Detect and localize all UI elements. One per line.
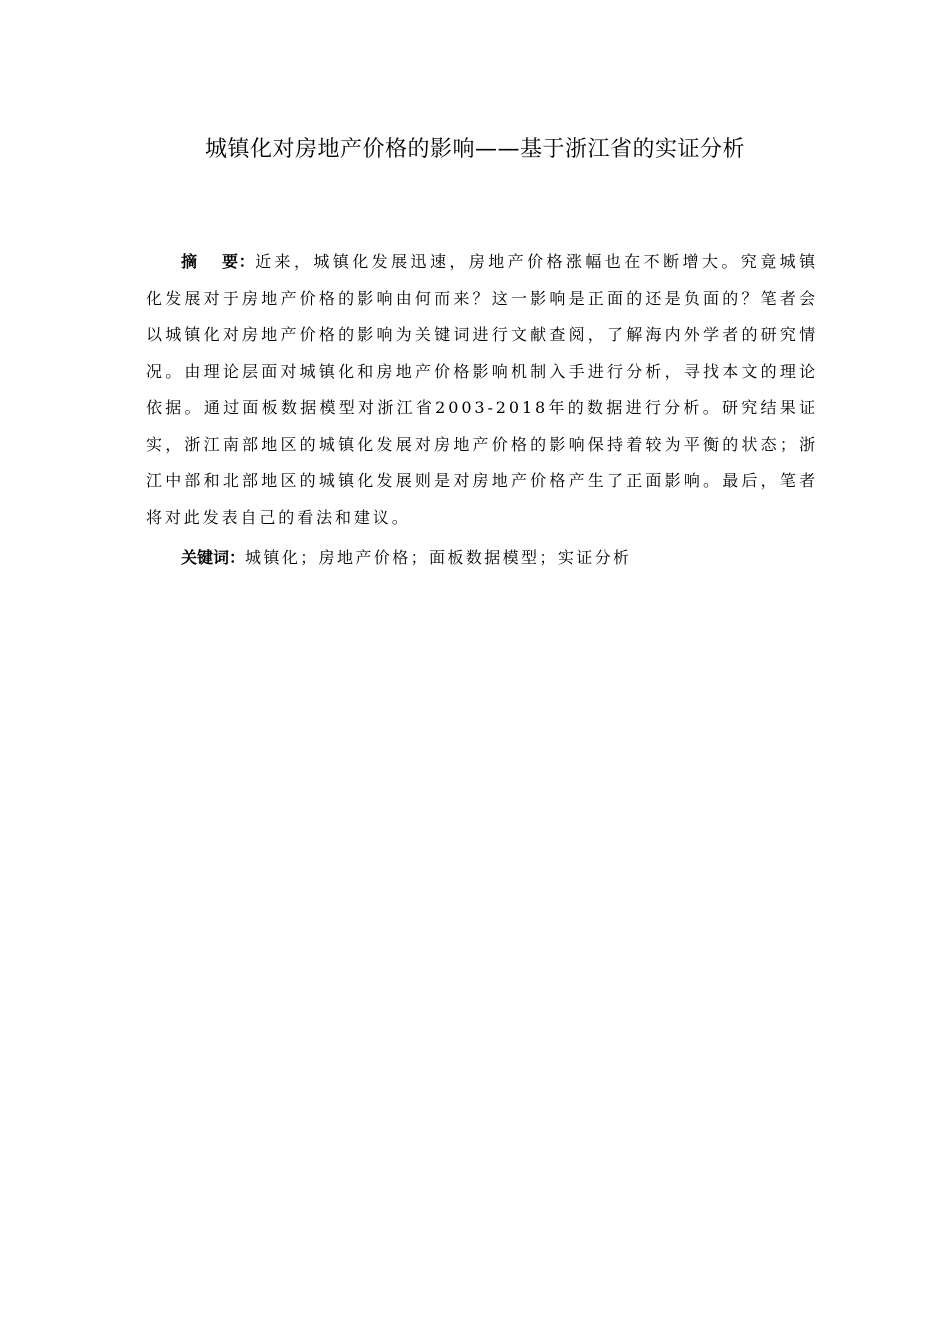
keywords-line (181, 542, 631, 574)
keywords-text: 城镇化；房地产价格；面板数据模型；实证分析 (245, 548, 632, 567)
paper-title: 城镇化对房地产价格的影响——基于浙江省的实证分析 (204, 137, 745, 162)
abstract-paragraph (146, 244, 818, 536)
keywords-label: 关键词： (181, 548, 246, 567)
abstract-label-part1: 摘 (181, 252, 198, 271)
abstract-label-part2: 要： (221, 252, 256, 271)
abstract-text: 近来，城镇化发展迅速，房地产价格涨幅也在不断增大。究竟城镇化发展对于房地产价格的影响由何而来？这一影响是正面的还是负面的？笔者会以城镇化对房地产价格的影响为关键词进行文献查阅，了解海内外学者的研究情况。由理论层面对城镇化和房地产价格影响机制入手进行分析，寻找本文的理论依据。通过面板数据模型对浙江省2003-2018年的数据进行分析。研究结果证实，浙江南部地区的城镇化发展对房地产价格的影响保持着较为平衡的状态；浙江中部和北部地区的城镇化发展则是对房地产价格产生了正面影响。最后，笔者将对此发表自己的看法和建议。 (146, 252, 818, 527)
